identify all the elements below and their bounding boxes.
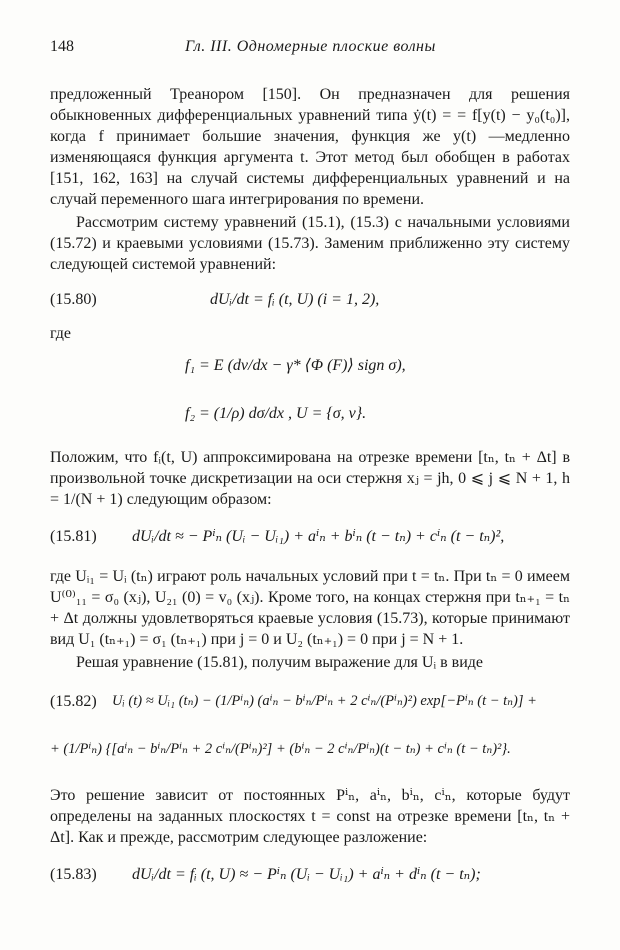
equation-15-83 bbox=[50, 848, 570, 894]
page-number: 148 bbox=[50, 38, 74, 55]
paragraph-1: предложенный Треанором [150]. Он предназначен для решения обыкновенных дифференциальных уравнений типа ẏ(t) = = f[y(t) − y₀(t₀)], когда f принимает большие значения, функция же y(t) —медленно изменяющаяся функция аргумента t. Этот метод был обобщен в работах [151, 162, 163] на случай системы дифференциальных уравнений и на случай переменного шага интегрирования по времени. bbox=[50, 86, 570, 208]
equation-body: dUᵢ/dt ≈ − Pⁱₙ (Uᵢ − Uᵢ₁) + aⁱₙ + bⁱₙ (t − tₙ) + cⁱₙ (t − tₙ)², bbox=[132, 528, 505, 545]
equation-15-81 bbox=[50, 510, 570, 560]
equation-label: (15.81) bbox=[50, 528, 97, 545]
equation-body: f₂ = (1/ρ) dσ/dx , U = {σ, v}. bbox=[185, 405, 367, 422]
paragraph-4: где Uᵢ₁ = Uᵢ (tₙ) играют роль начальных условий при t = tₙ. При tₙ = 0 имеем U⁽⁰⁾₁₁ = σ₀ (xⱼ), U₂₁ (0) = v₀ (xⱼ). Кроме того, на концах стержня при tₙ₊₁ = tₙ + Δt должны удовлетворяться краевые условия (15.73), которые принимают вид U₁ (tₙ₊₁) = σ₁ (tₙ₊₁) при j = 0 и U₂ (tₙ₊₁) = 0 при j = N + 1. bbox=[50, 568, 570, 648]
book-page bbox=[50, 38, 570, 894]
equation-15-80 bbox=[50, 275, 570, 321]
paragraph-5: Решая уравнение (15.81), получим выражение для Uᵢ в виде bbox=[76, 654, 483, 671]
equation-15-82 bbox=[50, 673, 570, 725]
running-title: Гл. III. Одномерные плоские волны bbox=[185, 38, 436, 55]
equation-15-82-continued bbox=[50, 725, 570, 777]
equation-body: dUᵢ/dt = fᵢ (t, U) ≈ − Pⁱₙ (Uᵢ − Uᵢ₁) + aⁱₙ + dⁱₙ (t − tₙ); bbox=[132, 866, 481, 883]
equation-f1 bbox=[50, 343, 570, 393]
equation-body: + (1/Pⁱₙ) {[aⁱₙ − bⁱₙ/Pⁱₙ + 2 cⁱₙ/(Pⁱₙ)²] + (bⁱₙ − 2 cⁱₙ/Pⁱₙ)(t − tₙ) + cⁱₙ (t − tₙ)²}. bbox=[50, 741, 511, 757]
paragraph-2: Рассмотрим систему уравнений (15.1), (15.3) с начальными условиями (15.72) и краевыми условиями (15.73). Заменим приближенно эту систему следующей системой уравнений: bbox=[50, 214, 570, 273]
equation-label: (15.82) bbox=[50, 693, 97, 710]
equation-body: f₁ = E (dv/dx − γ* ⟨Φ (F)⟩ sign σ), bbox=[185, 357, 406, 374]
equation-f2 bbox=[50, 393, 570, 441]
where-word: где bbox=[50, 325, 72, 342]
equation-body: Uᵢ (t) ≈ Uᵢ₁ (tₙ) − (1/Pⁱₙ) (aⁱₙ − bⁱₙ/Pⁱₙ + 2 cⁱₙ/(Pⁱₙ)²) exp[−Pⁱₙ (t − tₙ)] + bbox=[112, 693, 537, 709]
equation-label: (15.80) bbox=[50, 291, 97, 308]
page-header bbox=[50, 38, 570, 64]
equation-body: dUᵢ/dt = fᵢ (t, U) (i = 1, 2), bbox=[210, 291, 380, 308]
equation-label: (15.83) bbox=[50, 866, 97, 883]
paragraph-3: Положим, что fᵢ(t, U) аппроксимирована на отрезке времени [tₙ, tₙ + Δt] в произвольной точке дискретизации на оси стержня xⱼ = jh, 0 ⩽ j ⩽ N + 1, h = 1/(N + 1) следующим образом: bbox=[50, 449, 570, 508]
paragraph-6: Это решение зависит от постоянных Pⁱₙ, aⁱₙ, bⁱₙ, cⁱₙ, которые будут определены на заданных плоскостях t = const на отрезке времени [tₙ, tₙ + Δt]. Как и прежде, рассмотрим следующее разложение: bbox=[50, 787, 571, 846]
